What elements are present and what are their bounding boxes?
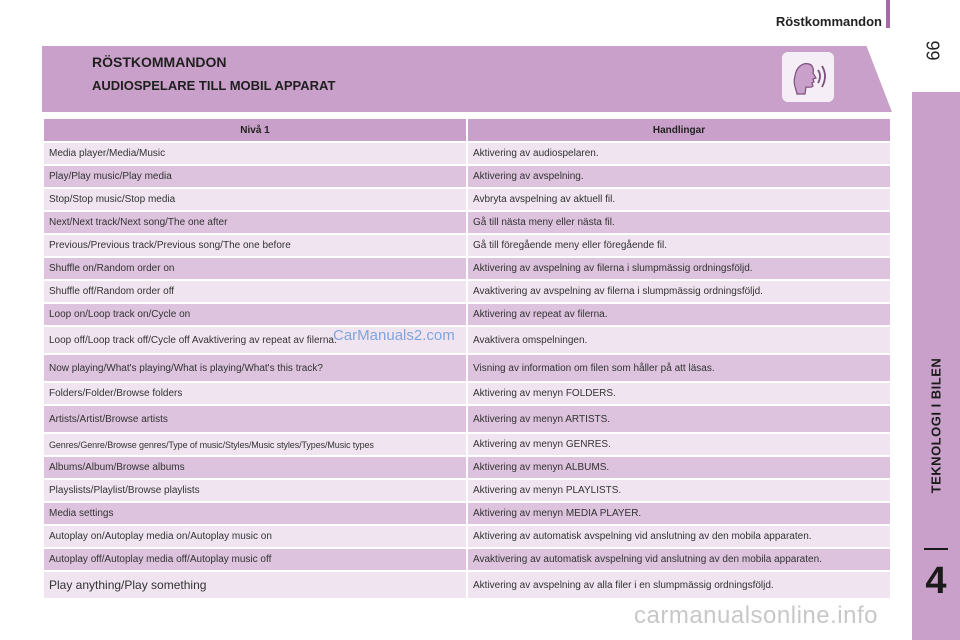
table-row <box>44 480 890 501</box>
command-cell: Shuffle off/Random order off <box>44 281 466 302</box>
table-row <box>44 143 890 164</box>
page-title: RÖSTKOMMANDON <box>92 54 227 70</box>
column-header-level: Nivå 1 <box>44 119 466 141</box>
action-cell: Aktivering av audiospelaren. <box>466 143 890 164</box>
action-cell: Aktivering av menyn MEDIA PLAYER. <box>466 503 890 524</box>
action-cell: Aktivering av avspelning. <box>466 166 890 187</box>
watermark-carmanualsonline: carmanualsonline.info <box>634 602 878 629</box>
chapter-title <box>912 300 960 550</box>
action-cell: Avaktivering av automatisk avspelning vid anslutning av den mobila apparaten. <box>466 549 890 570</box>
action-cell: Avaktivera omspelningen. <box>466 327 890 353</box>
table-header-row <box>44 119 890 141</box>
chapter-divider <box>924 548 948 550</box>
command-cell: Loop off/Loop track off/Cycle off Avaktivering av repeat av filerna. <box>44 327 466 353</box>
chapter-number: 4 <box>925 560 947 602</box>
table-row <box>44 572 890 598</box>
page-number: 99 <box>922 40 943 61</box>
action-cell: Aktivering av avspelning av filerna i slumpmässig ordningsföljd. <box>466 258 890 279</box>
action-cell: Aktivering av menyn ALBUMS. <box>466 457 890 478</box>
command-cell: Now playing/What's playing/What is playing/What's this track? <box>44 355 466 381</box>
table-row <box>44 166 890 187</box>
table-row <box>44 549 890 570</box>
command-cell: Genres/Genre/Browse genres/Type of music/Styles/Music styles/Types/Music types <box>44 434 466 455</box>
action-cell: Gå till nästa meny eller nästa fil. <box>466 212 890 233</box>
command-cell: Previous/Previous track/Previous song/The one before <box>44 235 466 256</box>
table-row <box>44 258 890 279</box>
table-row <box>44 235 890 256</box>
command-cell: Stop/Stop music/Stop media <box>44 189 466 210</box>
action-cell: Visning av information om filen som håller på att läsas. <box>466 355 890 381</box>
command-cell: Playslists/Playlist/Browse playlists <box>44 480 466 501</box>
command-cell: Albums/Album/Browse albums <box>44 457 466 478</box>
action-cell: Aktivering av menyn ARTISTS. <box>466 406 890 432</box>
table-row <box>44 355 890 381</box>
command-cell: Play/Play music/Play media <box>44 166 466 187</box>
command-cell: Folders/Folder/Browse folders <box>44 383 466 404</box>
action-cell: Aktivering av repeat av filerna. <box>466 304 890 325</box>
table-row <box>44 457 890 478</box>
voice-command-table <box>44 117 890 600</box>
command-cell: Autoplay off/Autoplay media off/Autoplay music off <box>44 549 466 570</box>
action-cell: Aktivering av menyn GENRES. <box>466 434 890 455</box>
voice-command-icon <box>787 56 829 98</box>
action-cell: Avbryta avspelning av aktuell fil. <box>466 189 890 210</box>
table-row <box>44 189 890 210</box>
command-cell: Autoplay on/Autoplay media on/Autoplay music on <box>44 526 466 547</box>
watermark-carmanuals2: CarManuals2.com <box>333 327 455 344</box>
action-cell: Aktivering av menyn FOLDERS. <box>466 383 890 404</box>
section-header-title: Röstkommandon <box>775 14 882 29</box>
voice-command-badge <box>782 52 834 102</box>
table-row <box>44 503 890 524</box>
table-row <box>44 304 890 325</box>
table-row <box>44 526 890 547</box>
table-row <box>44 383 890 404</box>
chapter-title-text: TEKNOLOGI I BILEN <box>928 357 944 493</box>
table-row <box>44 434 890 455</box>
header-accent-bar <box>886 0 890 28</box>
command-cell: Loop on/Loop track on/Cycle on <box>44 304 466 325</box>
page-subtitle: AUDIOSPELARE TILL MOBIL APPARAT <box>92 78 336 93</box>
command-cell: Next/Next track/Next song/The one after <box>44 212 466 233</box>
action-cell: Gå till föregående meny eller föregående fil. <box>466 235 890 256</box>
action-cell: Avaktivering av avspelning av filerna i slumpmässig ordningsföljd. <box>466 281 890 302</box>
command-cell: Play anything/Play something <box>44 572 466 598</box>
table-row <box>44 406 890 432</box>
action-cell: Aktivering av automatisk avspelning vid anslutning av den mobila apparaten. <box>466 526 890 547</box>
command-cell: Artists/Artist/Browse artists <box>44 406 466 432</box>
table-row <box>44 212 890 233</box>
command-cell: Media settings <box>44 503 466 524</box>
table-row <box>44 327 890 353</box>
table-row <box>44 281 890 302</box>
command-cell: Shuffle on/Random order on <box>44 258 466 279</box>
command-cell: Media player/Media/Music <box>44 143 466 164</box>
action-cell: Aktivering av menyn PLAYLISTS. <box>466 480 890 501</box>
column-header-actions: Handlingar <box>466 119 890 141</box>
action-cell: Aktivering av avspelning av alla filer i en slumpmässig ordningsföljd. <box>466 572 890 598</box>
